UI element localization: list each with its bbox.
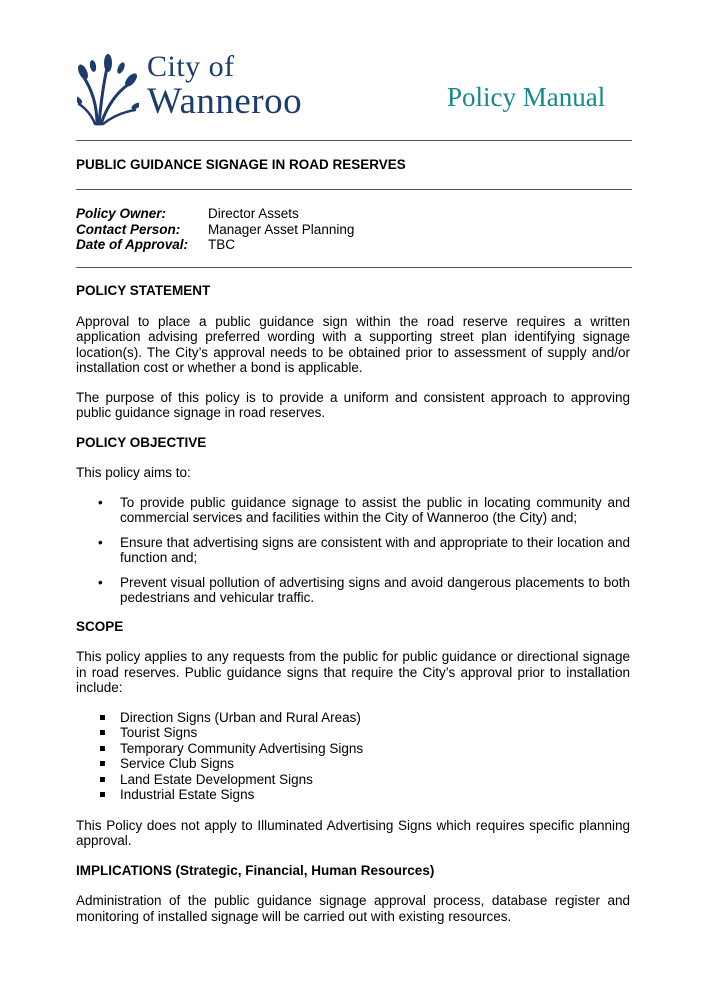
meta-value: TBC: [208, 237, 235, 252]
section-heading-scope: SCOPE: [76, 618, 124, 634]
list-item: • Ensure that advertising signs are consistent with and appropriate to their location and function and;: [76, 535, 630, 566]
scope-paragraph-1: This policy applies to any requests from the public for public guidance or directional signage in road reserves. Public guidance signs that require the City’s approval prior to installation include:: [76, 649, 630, 695]
policy-metadata: [76, 206, 354, 253]
meta-row-owner: [76, 206, 354, 222]
meta-row-contact: [76, 222, 354, 238]
policy-manual-title: Policy Manual: [447, 82, 606, 112]
statement-paragraph-1: Approval to place a public guidance sign within the road reserve requires a written application advising preferred wording with a supporting street plan identifying signage location(s). The City’s approval needs to be obtained prior to assessment of supply and/or installation cost or whether a bond is applicable.: [76, 313, 630, 375]
logo-wanneroo-text: Wanneroo: [147, 81, 303, 122]
policy-body: [76, 283, 630, 938]
kangaroo-paw-emblem-icon: [77, 54, 139, 126]
section-heading-objective: POLICY OBJECTIVE: [76, 434, 207, 450]
section-heading-implications: IMPLICATIONS (Strategic, Financial, Human Resources): [76, 862, 435, 878]
list-item: Industrial Estate Signs: [76, 787, 630, 803]
list-item: Direction Signs (Urban and Rural Areas): [76, 710, 630, 726]
list-item: Tourist Signs: [76, 725, 630, 741]
objective-intro: This policy aims to:: [76, 465, 191, 480]
metadata-divider: [76, 267, 632, 268]
meta-label: Date of Approval:: [76, 237, 189, 252]
list-item: Temporary Community Advertising Signs: [76, 741, 630, 757]
list-item: Service Club Signs: [76, 756, 630, 772]
city-of-wanneroo-logo: [77, 50, 327, 130]
list-item: • Prevent visual pollution of advertising signs and avoid dangerous placements to both pedestrians and vehicular traffic.: [76, 575, 630, 606]
implications-paragraph: Administration of the public guidance signage approval process, database register and monitoring of installed signage will be carried out with existing resources.: [76, 893, 630, 924]
meta-row-approval-date: [76, 237, 354, 253]
meta-value: Director Assets: [208, 206, 299, 221]
meta-label: Contact Person:: [76, 221, 181, 237]
document-title: PUBLIC GUIDANCE SIGNAGE IN ROAD RESERVES: [76, 157, 406, 172]
section-heading-statement: POLICY STATEMENT: [76, 283, 211, 298]
title-divider: [76, 189, 632, 190]
meta-label: Policy Owner:: [76, 206, 167, 221]
statement-paragraph-2: The purpose of this policy is to provide a uniform and consistent approach to approving public guidance signage in road reserves.: [76, 389, 630, 420]
header-divider: [76, 140, 632, 141]
scope-paragraph-2: This Policy does not apply to Illuminated Advertising Signs which requires specific planning approval.: [76, 817, 630, 848]
list-item: • To provide public guidance signage to assist the public in locating community and commercial services and facilities within the City of Wanneroo (the City) and;: [76, 495, 630, 526]
list-item: Land Estate Development Signs: [76, 772, 630, 788]
meta-value: Manager Asset Planning: [208, 221, 355, 237]
objective-list: [76, 495, 630, 606]
sign-types-list: [76, 710, 630, 803]
logo-city-of-text: City of: [147, 50, 235, 83]
